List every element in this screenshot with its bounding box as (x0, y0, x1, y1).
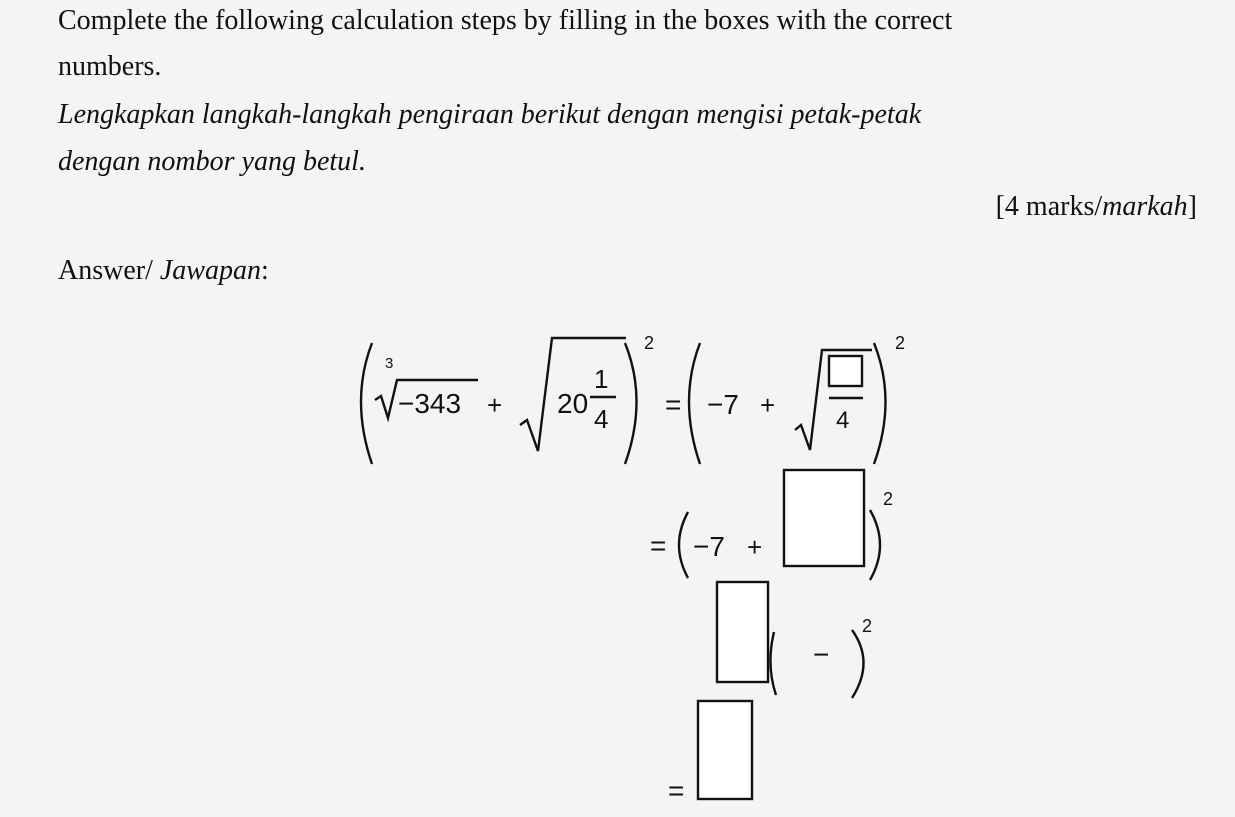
line2-paren-close (870, 510, 880, 580)
minus-sign: − (813, 639, 830, 670)
marks-label: [4 marks/markah] (995, 191, 1197, 222)
fraction-denominator-2: 4 (836, 407, 850, 434)
question-malay-line-2: dengan nombor yang betul. (58, 146, 366, 177)
mixed-number-whole: 20 (557, 388, 589, 419)
question-english-line-1: Complete the following calculation steps by filling in the boxes with the correct (58, 5, 953, 36)
line3-paren-close (852, 630, 864, 698)
cube-root-index: 3 (385, 355, 394, 372)
plus-sign-3: + (747, 532, 763, 562)
answer-box-3[interactable] (717, 582, 768, 682)
question-malay-line-1: Lengkapkan langkah-langkah pengiraan berikut dengan mengisi petak-petak (58, 99, 922, 130)
equals-sign-2: = (650, 530, 667, 561)
left-paren-open (361, 343, 372, 464)
fraction-denominator: 4 (594, 404, 609, 434)
exponent-line2: 2 (883, 489, 894, 509)
equals-sign-1: = (665, 389, 682, 420)
cube-root-radicand: −343 (398, 388, 462, 419)
plus-sign: + (487, 390, 503, 420)
plus-sign-2: + (760, 390, 776, 420)
line2-paren-open (679, 512, 688, 578)
answer-box-final[interactable] (698, 701, 752, 799)
left-paren-close (625, 343, 637, 464)
answer-label: Answer/ Jawapan: (58, 255, 269, 286)
question-english-line-2: numbers. (58, 51, 162, 82)
exponent-right-1: 2 (895, 333, 906, 353)
answer-box-1[interactable] (829, 356, 862, 386)
exponent-line3: 2 (862, 616, 873, 636)
minus-seven-1: −7 (707, 389, 739, 420)
right-paren-close (874, 343, 886, 464)
fraction-numerator: 1 (594, 364, 609, 394)
answer-box-2[interactable] (784, 470, 864, 566)
equals-sign-final: = (668, 775, 685, 806)
exponent-left: 2 (644, 333, 655, 353)
minus-seven-2: −7 (693, 531, 725, 562)
right-paren-open (689, 343, 700, 464)
line3-paren-open (770, 632, 776, 695)
